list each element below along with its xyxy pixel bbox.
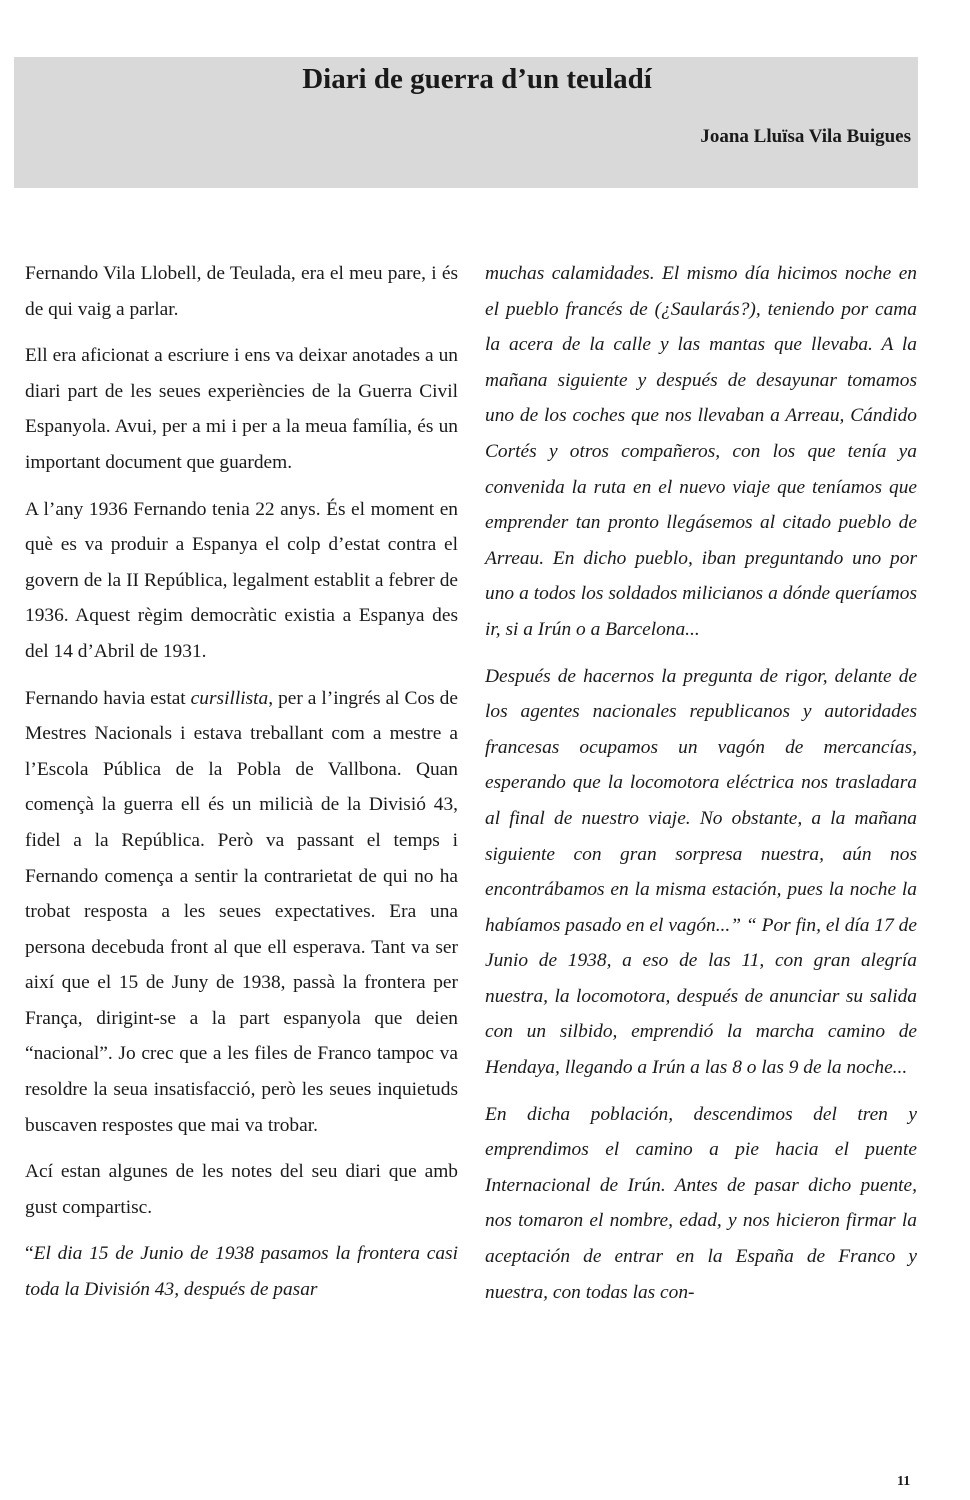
paragraph: En dicha población, descendimos del tren y emprendimos el camino a pie hacia el puente Internacional de Irún. Antes de pasar dicho puente, nos tomaron el nombre, edad, y nos hicieron firmar la aceptación de entrar en la España de Franco y nuestra, con todas las con- [485,1103,917,1303]
article-title: Diari de guerra d’un teuladí [302,63,652,95]
paragraph: Fernando Vila Llobell, de Teulada, era el meu pare, i és de qui vaig a parlar. [25,263,458,320]
left-column [25,256,458,1319]
paragraph-text: , per a l’ingrés al Cos de Mestres Nacionals i estava treballant com a mestre a l’Escola Pública de la Pobla de Vallbona. Quan començà la guerra ell és un milicià de la Divisió 43, fidel a la República. Però va passant el temps i Fernando comença a sentir la contrarietat de qui no ha trobat resposta a les seues expectatives. Era una persona decebuda front al que ell esperava. Tant va ser així que el 15 de Juny de 1938, passà la frontera per França, dirigint-se a la part espanyola que deien “nacional”. Jo crec que a les files de Franco tampoc va resoldre la seua insatisfacció, però les seues inquietuds buscaven respostes que mai va trobar. [25,687,458,1136]
paragraph [25,681,458,1144]
quote-text: El dia 15 de Junio de 1938 pasamos la frontera casi toda la División 43, después de pasar [25,1243,458,1301]
paragraph: Después de hacernos la pregunta de rigor, delante de los agentes nacionales republicanos y autoridades francesas ocupamos un vagón de mercancías, esperando que la locomotora eléctrica nos trasladara al final de nuestro viaje. No obstante, a la mañana siguiente con gran sorpresa nuestra, aún nos encontrábamos en la misma estación, pues la noche la habíamos pasado en el vagón...” “ Por fin, el día 17 de Junio de 1938, a eso de las 11, con gran alegría nuestra, la locomotora, después de anunciar su salida con un silbido, emprendió la marcha camino de Hendaya, llegando a Irún a las 8 o las 9 de la noche... [485,665,917,1079]
paragraph: Ell era aficionat a escriure i ens va deixar anotades a un diari part de les seues experiències de la Guerra Civil Espanyola. Avui, per a mi i per a la meua família, és un important document que guardem. [25,345,458,473]
open-quote: “ [25,1243,34,1265]
right-column [485,256,917,1321]
paragraph-text: Fernando havia estat [25,687,191,709]
emphasis-text: cursillista [190,687,269,709]
article-author: Joana Lluïsa Vila Buigues [700,126,911,147]
paragraph: Ací estan algunes de les notes del seu diari que amb gust compartisc. [25,1161,458,1218]
diary-quote [25,1236,458,1307]
article-header [14,57,918,188]
page-number: 11 [897,1474,911,1489]
paragraph: muchas calamidades. El mismo día hicimos noche en el pueblo francés de (¿Saularás?), teniendo por cama la acera de la calle y las mantas que llevaba. A la mañana siguiente y después de desayunar tomamos uno de los coches que nos llevaban a Arreau, Cándido Cortés y otros compañeros, con los que tenía ya convenida la ruta en el nuevo viaje que teníamos que emprender tan pronto llegásemos al citado pueblo de Arreau. En dicho pueblo, iban preguntando uno por uno a todos los soldados milicianos a dónde queríamos ir, si a Irún o a Barcelona... [485,263,917,640]
paragraph: A l’any 1936 Fernando tenia 22 anys. És el moment en què es va produir a Espanya el colp d’estat contra el govern de la II República, legalment establit a febrer de 1936. Aquest règim democràtic existia a Espanya des del 14 d’Abril de 1931. [25,498,458,662]
